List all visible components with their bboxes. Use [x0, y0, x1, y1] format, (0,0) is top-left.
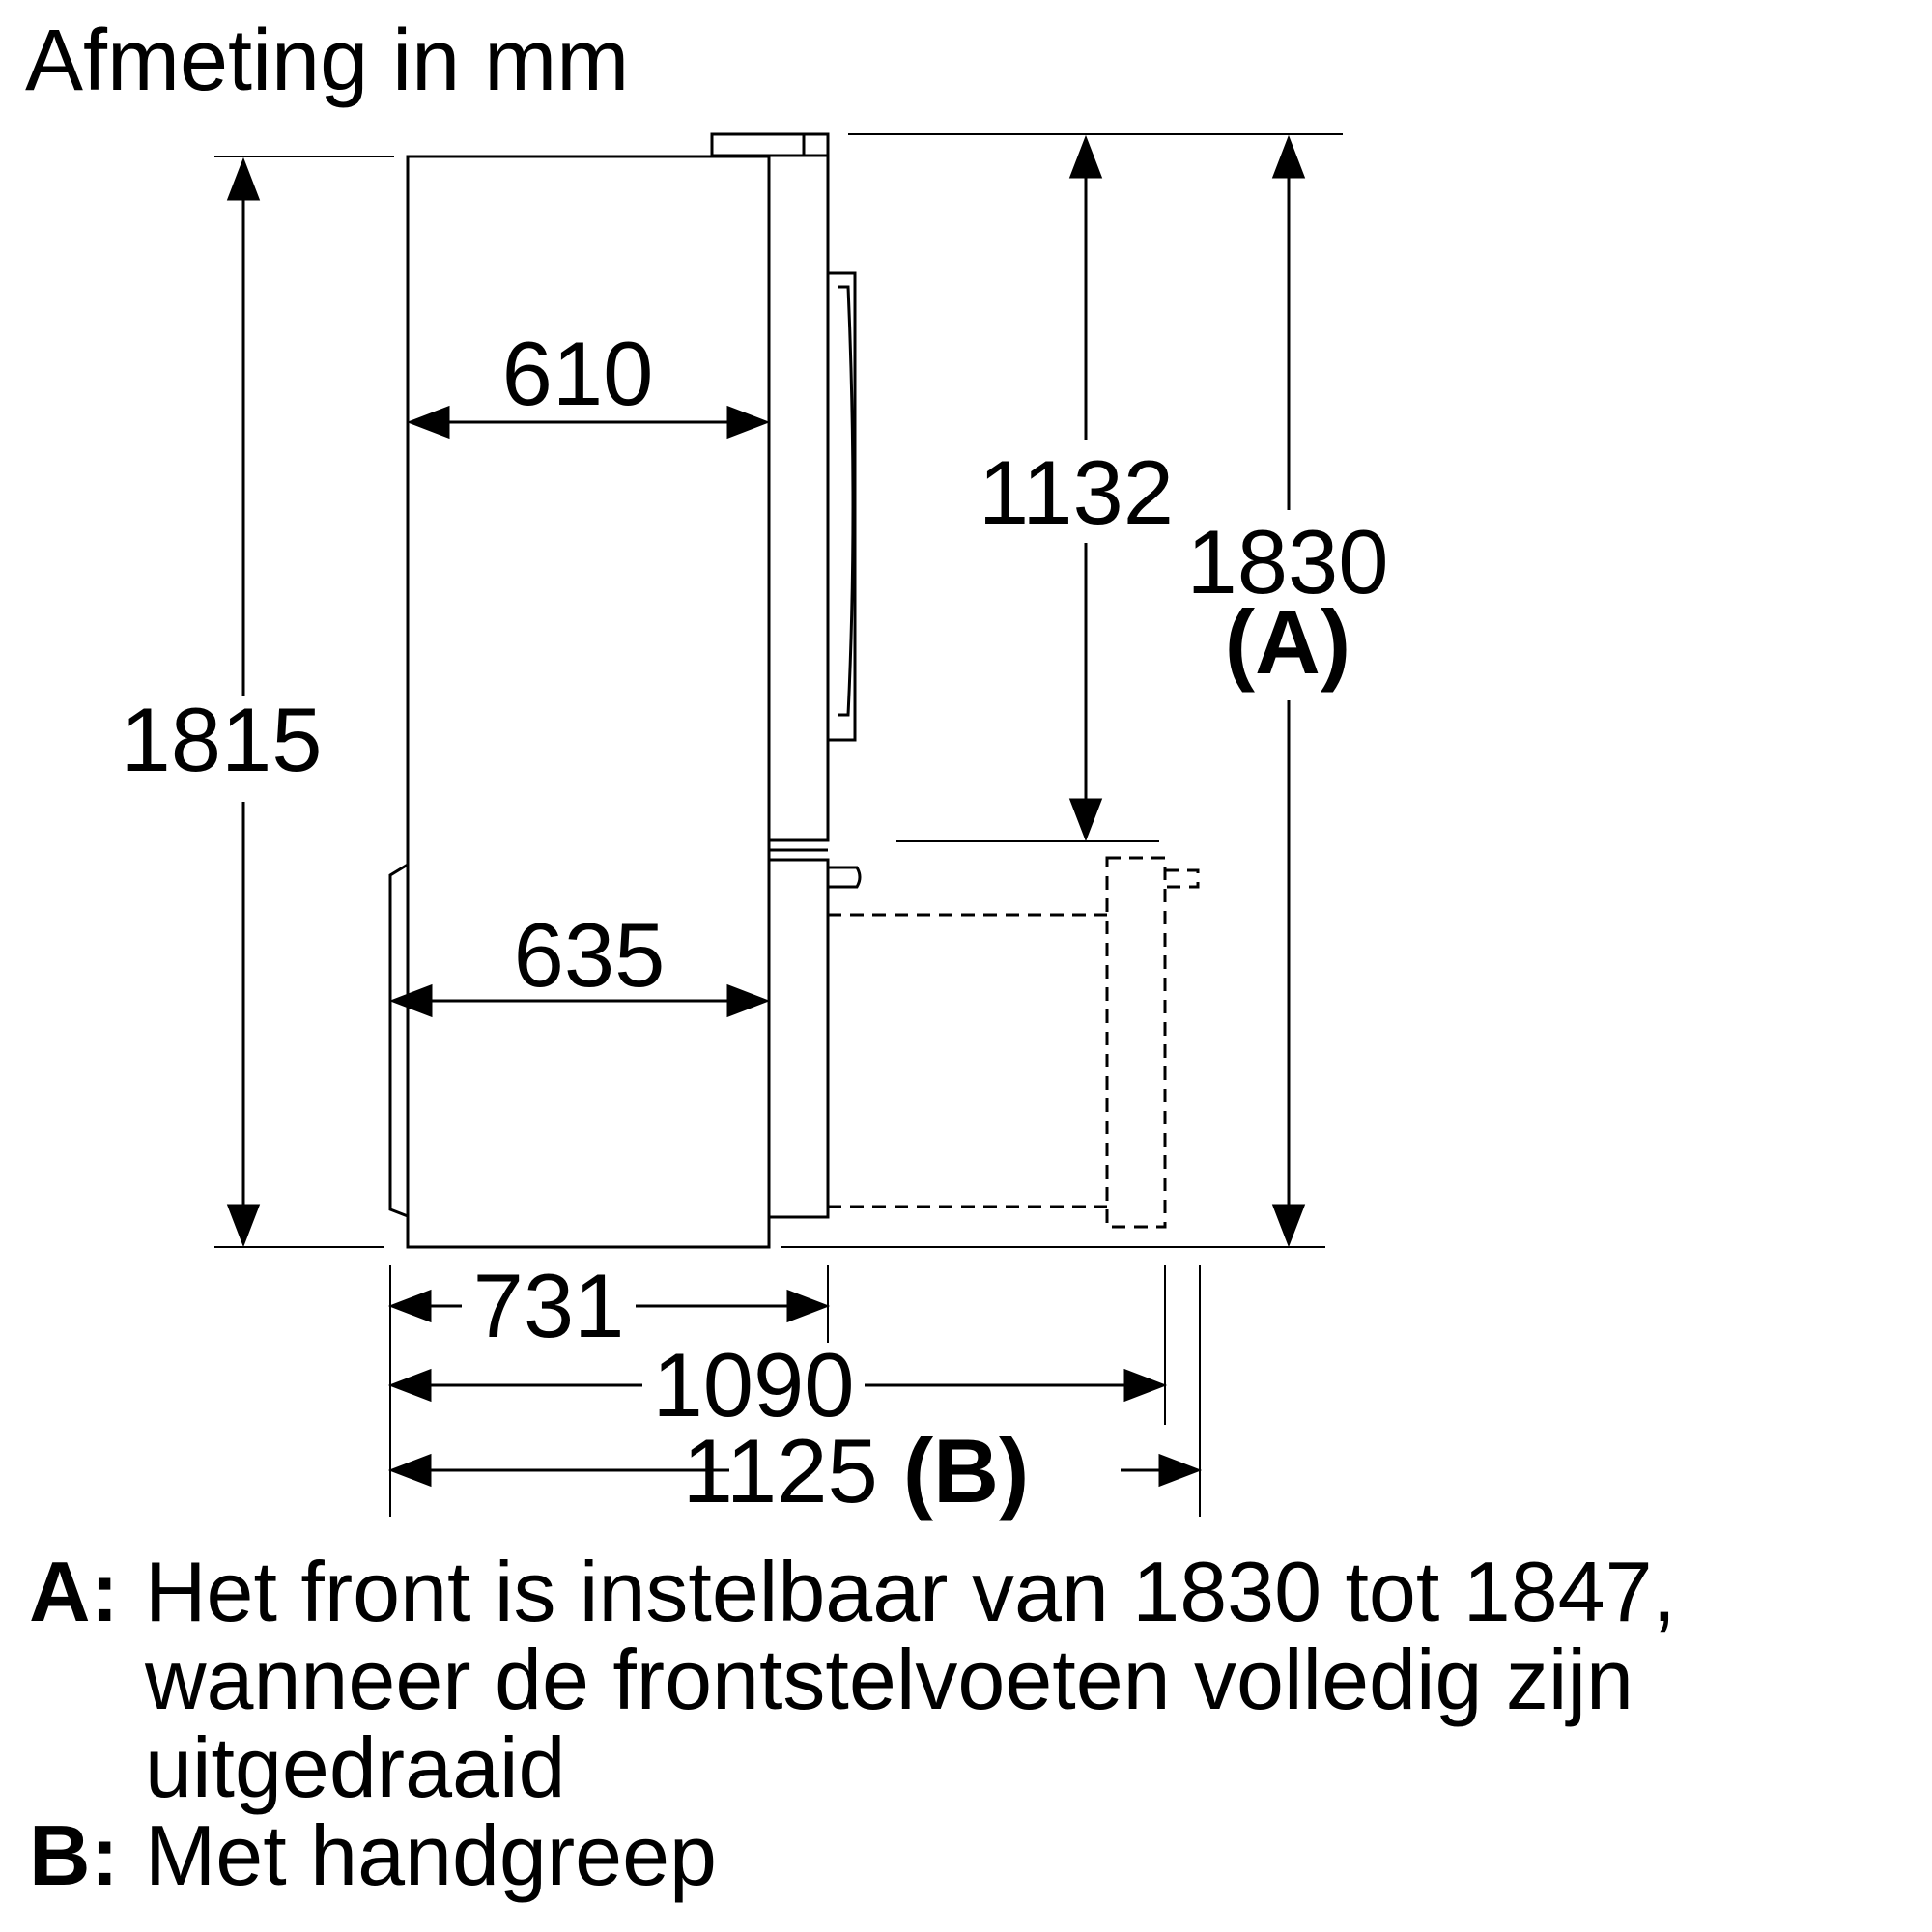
dim-label-1815: 1815: [120, 689, 323, 790]
note-a-key: A:: [29, 1544, 119, 1639]
upper-door-handle: [828, 273, 855, 740]
note-a-line1: Het front is instelbaar van 1830 tot 1847,: [145, 1544, 1676, 1639]
upper-door: [769, 134, 828, 840]
dim-label-1830-ref: (A): [1224, 591, 1351, 693]
extension-lines: [214, 134, 1343, 1517]
note-b-key: B:: [29, 1807, 119, 1903]
note-b-line1: Met handgreep: [145, 1807, 717, 1903]
lower-door: [769, 850, 828, 1217]
dim-label-1132: 1132: [978, 441, 1175, 543]
note-a-line3: uitgedraaid: [145, 1719, 566, 1815]
dim-label-731: 731: [472, 1255, 625, 1356]
dim-label-635: 635: [513, 904, 666, 1006]
page-title: Afmeting in mm: [25, 13, 630, 109]
dim-label-610: 610: [501, 323, 654, 424]
lower-door-handle: [828, 867, 860, 887]
dim-label-1125-ref: (B): [902, 1420, 1030, 1521]
dim-label-1830: 1830: [1186, 511, 1389, 612]
note-a-line2: wanneer de frontstelvoeten volledig zijn: [145, 1632, 1634, 1727]
note-b: [29, 1807, 717, 1903]
dim-label-1090: 1090: [652, 1334, 855, 1435]
fridge-body: [390, 134, 828, 1247]
open-drawer-outline: [828, 858, 1198, 1227]
note-a: [29, 1544, 1676, 1639]
dim-label-1125: [683, 1420, 1030, 1521]
dim-label-1125-value: 1125: [682, 1420, 878, 1521]
